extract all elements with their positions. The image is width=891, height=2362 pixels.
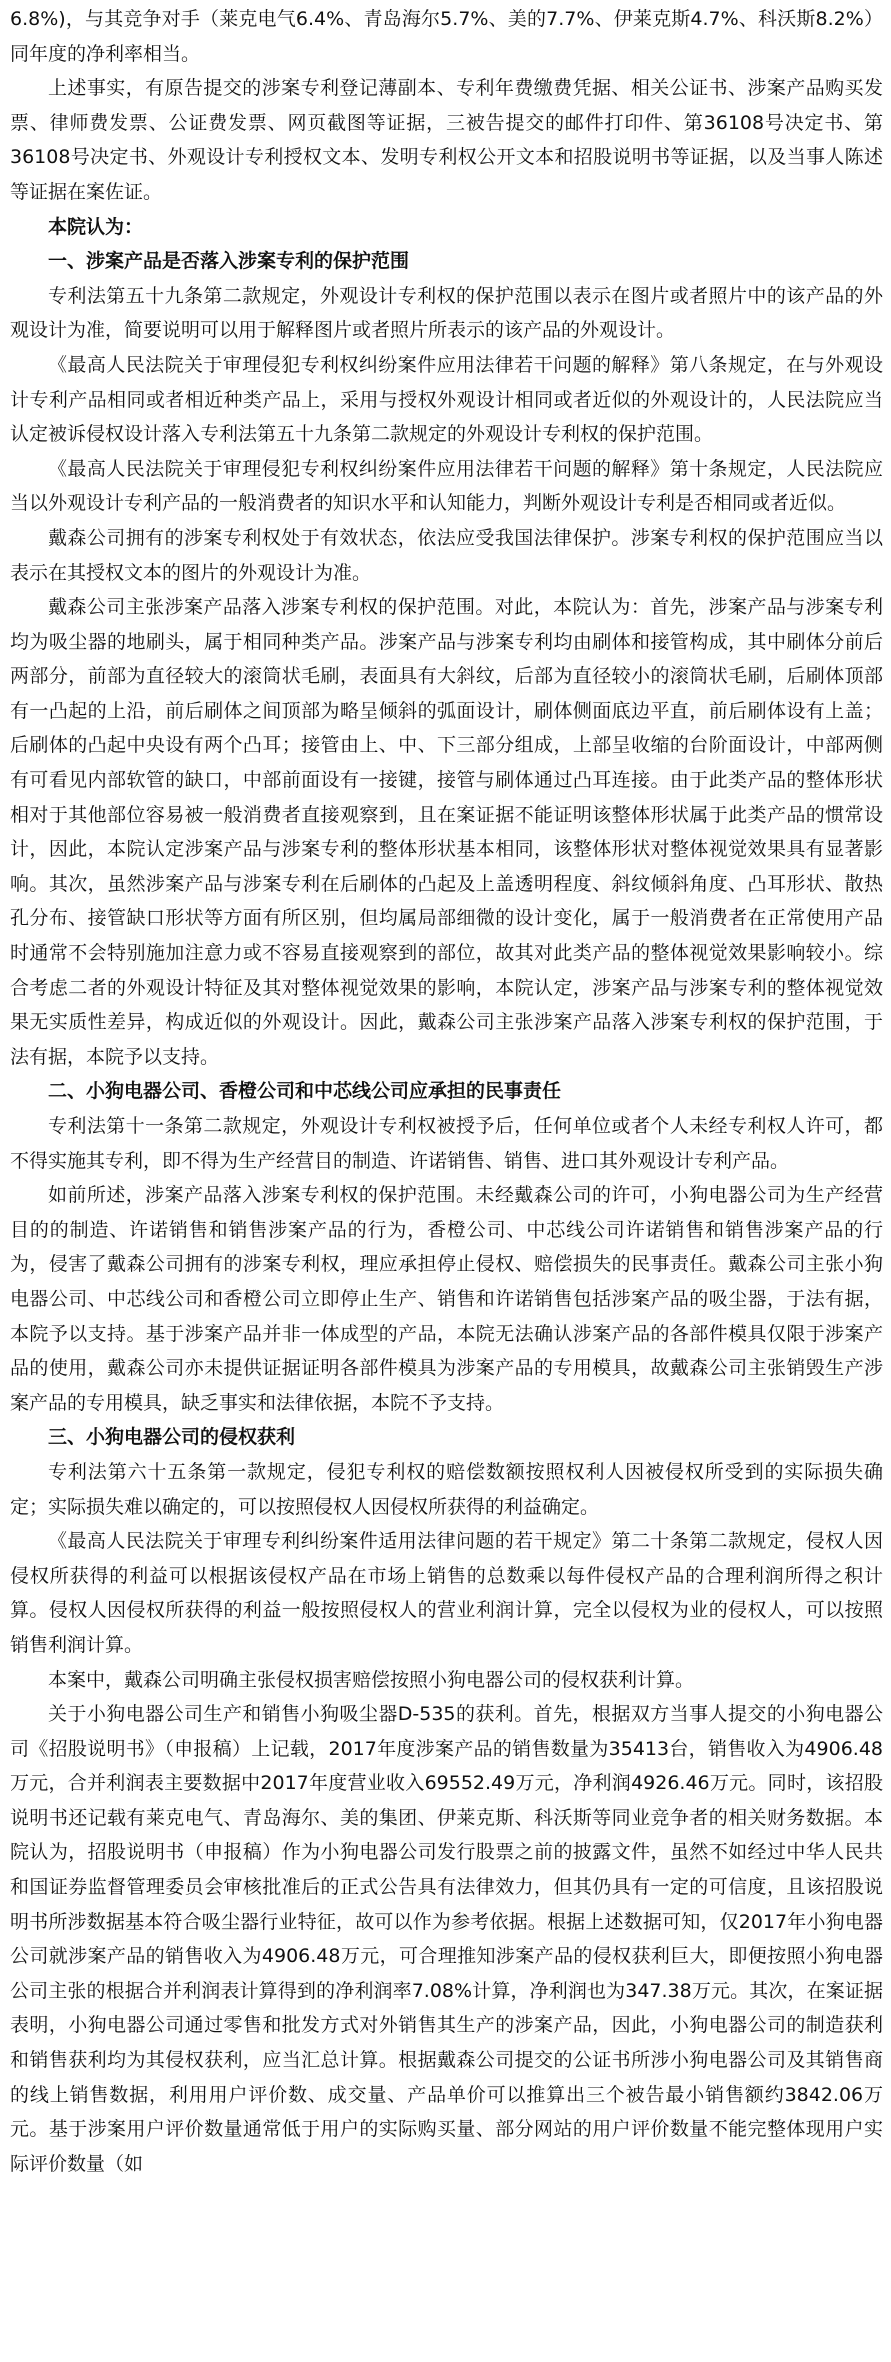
paragraph: 如前所述，涉案产品落入涉案专利权的保护范围。未经戴森公司的许可，小狗电器公司为生产经营目的的制造、许诺销售和销售涉案产品的行为，香橙公司、中芯线公司许诺销售和销售涉案产品的行为，侵害了戴森公司拥有的涉案专利权，理应承担停止侵权、赔偿损失的民事责任。戴森公司主张小狗电器公司、中芯线公司和香橙公司立即停止生产、销售和许诺销售包括涉案产品的吸尘器，于法有据，本院予以支持。基于涉案产品并非一体成型的产品，本院无法确认涉案产品的各部件模具仅限于涉案产品的使用，戴森公司亦未提供证据证明各部件模具为涉案产品的专用模具，故戴森公司主张销毁生产涉案产品的专用模具，缺乏事实和法律依据，本院不予支持。 (10, 1184, 883, 1414)
section-heading: 三、小狗电器公司的侵权获利 (48, 1426, 296, 1449)
paragraph: 《最高人民法院关于审理专利纠纷案件适用法律问题的若干规定》第二十条第二款规定，侵权人因侵权所获得的利益可以根据该侵权产品在市场上销售的总数乘以每件侵权产品的合理利润所得之积计算。侵权人因侵权所获得的利益一般按照侵权人的营业利润计算，完全以侵权为业的侵权人，可以按照销售利润计算。 (10, 1530, 883, 1656)
paragraph: 本案中，戴森公司明确主张侵权损害赔偿按照小狗电器公司的侵权获利计算。 (48, 1668, 695, 1691)
paragraph: 上述事实，有原告提交的涉案专利登记薄副本、专利年费缴费凭据、相关公证书、涉案产品购买发票、律师费发票、公证费发票、网页截图等证据，三被告提交的邮件打印件、第36108号决定书、第36108号决定书、外观设计专利授权文本、发明专利权公开文本和招股说明书等证据，以及当事人陈述等证据在案佐证。 (10, 77, 883, 203)
section-heading: 二、小狗电器公司、香橙公司和中芯线公司应承担的民事责任 (48, 1080, 562, 1103)
paragraph: 《最高人民法院关于审理侵犯专利权纠纷案件应用法律若干问题的解释》第十条规定，人民法院应当以外观设计专利产品的一般消费者的知识水平和认知能力，判断外观设计专利是否相同或者近似。 (10, 457, 883, 515)
section-heading: 本院认为： (48, 215, 144, 238)
paragraph: 6.8%)，与其竞争对手（莱克电气6.4%、青岛海尔5.7%、美的7.7%、伊莱克斯4.7%、科沃斯8.2%）同年度的净利率相当。 (10, 8, 883, 65)
paragraph: 专利法第六十五条第一款规定，侵犯专利权的赔偿数额按照权利人因被侵权所受到的实际损失确定；实际损失难以确定的，可以按照侵权人因侵权所获得的利益确定。 (10, 1460, 883, 1518)
paragraph: 戴森公司主张涉案产品落入涉案专利权的保护范围。对此，本院认为：首先，涉案产品与涉案专利均为吸尘器的地刷头，属于相同种类产品。涉案产品与涉案专利均由刷体和接管构成，其中刷体分前后两部分，前部为直径较大的滚筒状毛刷，表面具有大斜纹，后部为直径较小的滚筒状毛刷，后刷体顶部有一凸起的上沿，前后刷体之间顶部为略呈倾斜的弧面设计，刷体侧面底边平直，前后刷体设有上盖；后刷体的凸起中央设有两个凸耳；接管由上、中、下三部分组成，上部呈收缩的台阶面设计，中部两侧有可看见内部软管的缺口，中部前面设有一接键，接管与刷体通过凸耳连接。由于此类产品的整体形状相对于其他部位容易被一般消费者直接观察到，且在案证据不能证明该整体形状属于此类产品的惯常设计，因此，本院认定涉案产品与涉案专利的整体形状基本相同，该整体形状对整体视觉效果具有显著影响。其次，虽然涉案产品与涉案专利在后刷体的凸起及上盖透明程度、斜纹倾斜角度、凸耳形状、散热孔分布、接管缺口形状等方面有所区别，但均属局部细微的设计变化，属于一般消费者在正常使用产品时通常不会特别施加注意力或不容易直接观察到的部位，故其对此类产品的整体视觉效果影响较小。综合考虑二者的外观设计特征及其对整体视觉效果的影响，本院认定，涉案产品与涉案专利的整体视觉效果无实质性差异，构成近似的外观设计。因此，戴森公司主张涉案产品落入涉案专利权的保护范围，于法有据，本院予以支持。 (10, 596, 883, 1068)
paragraph: 专利法第十一条第二款规定，外观设计专利权被授予后，任何单位或者个人未经专利权人许可，都不得实施其专利，即不得为生产经营目的制造、许诺销售、销售、进口其外观设计专利产品。 (10, 1115, 883, 1172)
paragraph: 专利法第五十九条第二款规定，外观设计专利权的保护范围以表示在图片或者照片中的该产品的外观设计为准，简要说明可以用于解释图片或者照片所表示的该产品的外观设计。 (10, 284, 883, 342)
paragraph: 《最高人民法院关于审理侵犯专利权纠纷案件应用法律若干问题的解释》第八条规定，在与外观设计专利产品相同或者相近种类产品上，采用与授权外观设计相同或者近似的外观设计的，人民法院应当认定被诉侵权设计落入专利法第五十九条第二款规定的外观设计专利权的保护范围。 (10, 353, 883, 446)
paragraph: 戴森公司拥有的涉案专利权处于有效状态，依法应受我国法律保护。涉案专利权的保护范围应当以表示在其授权文本的图片的外观设计为准。 (10, 526, 883, 584)
paragraph: 关于小狗电器公司生产和销售小狗吸尘器D-535的获利。首先，根据双方当事人提交的小狗电器公司《招股说明书》（申报稿）上记载，2017年度涉案产品的销售数量为35413台，销售收入为4906.48万元，合并利润表主要数据中2017年度营业收入69552.49万元，净利润4926.46万元。同时，该招股说明书还记载有莱克电气、青岛海尔、美的集团、伊莱克斯、科沃斯等同业竞争者的相关财务数据。本院认为，招股说明书（申报稿）作为小狗电器公司发行股票之前的披露文件，虽然不如经过中华人民共和国证券监督管理委员会审核批准后的正式公告具有法律效力，但其仍具有一定的可信度，且该招股说明书所涉数据基本符合吸尘器行业特征，故可以作为参考依据。根据上述数据可知，仅2017年小狗电器公司就涉案产品的销售收入为4906.48万元，可合理推知涉案产品的侵权获利巨大，即便按照小狗电器公司主张的根据合并利润表计算得到的净利润率7.08%计算，净利润也为347.38万元。其次，在案证据表明，小狗电器公司通过零售和批发方式对外销售其生产的涉案产品，因此，小狗电器公司的制造获利和销售获利均为其侵权获利，应当汇总计算。根据戴森公司提交的公证书所涉小狗电器公司及其销售商的线上销售数据，利用用户评价数、成交量、产品单价可以推算出三个被告最小销售额约3842.06万元。基于涉案用户评价数量通常低于用户的实际购买量、部分网站的用户评价数量不能完整体现用户实际评价数量（如 (10, 1703, 883, 2175)
section-heading: 一、涉案产品是否落入涉案专利的保护范围 (48, 250, 410, 273)
